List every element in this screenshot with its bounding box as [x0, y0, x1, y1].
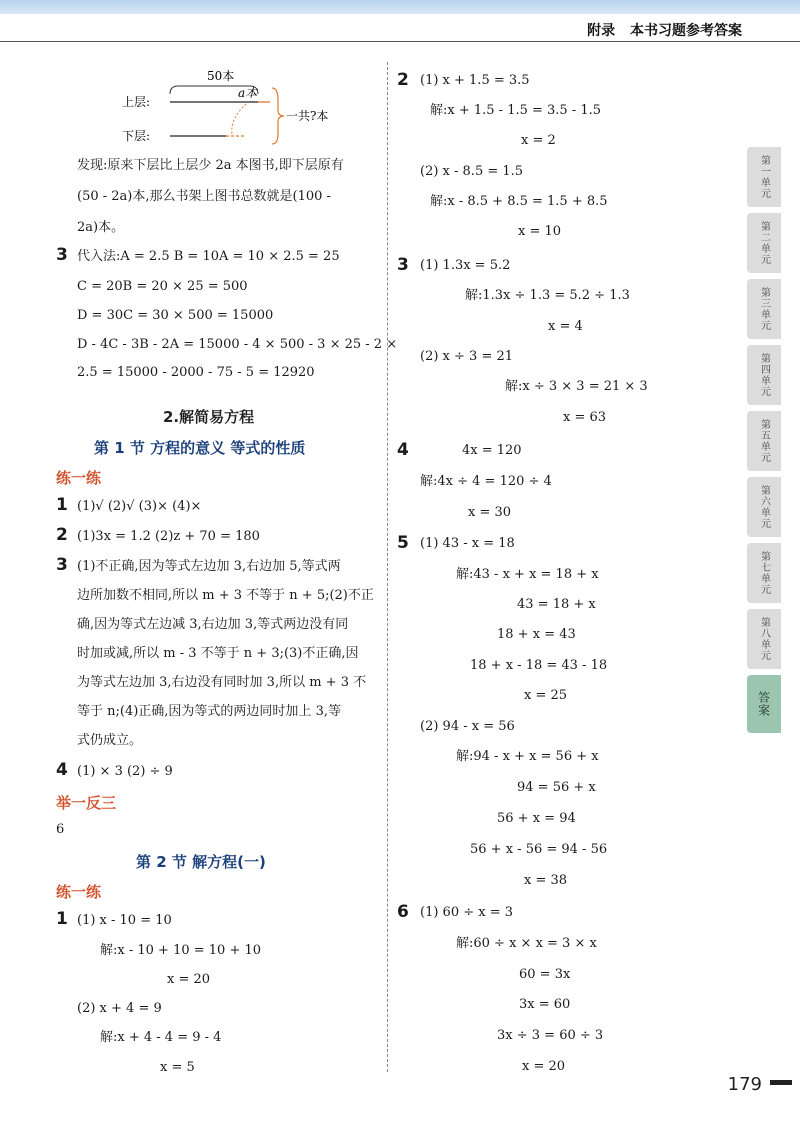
- r-q5-line-10: 56 + x = 94: [497, 811, 576, 826]
- r-q2-line-3: x = 2: [521, 133, 556, 148]
- practice-heading: 练一练: [56, 469, 102, 487]
- r-q5-line-6: x = 25: [524, 688, 568, 703]
- section-2-title: 第 2 节 解方程(一): [136, 853, 266, 871]
- r-q3-line-3: x = 4: [548, 319, 583, 334]
- r-q6-line-3: 60 = 3x: [519, 967, 571, 982]
- discovery-line-3: 2a)本。: [77, 220, 125, 235]
- r-q4-line-2: 解:4x ÷ 4 = 120 ÷ 4: [420, 474, 552, 489]
- r-q5-line-2: 解:43 - x + x = 18 + x: [456, 567, 599, 582]
- practice-heading-2: 练一练: [56, 883, 102, 901]
- question-number: 2: [56, 525, 68, 545]
- r-q3-line-1: (1) 1.3x = 5.2: [420, 258, 511, 273]
- extend-answer: 6: [56, 822, 65, 837]
- q3-line-1: 代入法:A = 2.5 B = 10A = 10 × 2.5 = 25: [77, 249, 340, 264]
- tab-unit-6[interactable]: 第六单元: [747, 477, 781, 537]
- question-number: 1: [56, 495, 68, 515]
- tab-answers[interactable]: 答案: [747, 675, 781, 733]
- question-number: 4: [397, 440, 409, 460]
- r-q5-line-5: 18 + x - 18 = 43 - 18: [470, 658, 608, 673]
- p1-line-1: (1) x - 10 = 10: [77, 913, 172, 928]
- diagram-sum-label: 一共?本: [286, 109, 329, 123]
- r-q4-line-3: x = 30: [468, 505, 512, 520]
- question-number: 6: [397, 902, 409, 922]
- page-number: 179: [727, 1074, 762, 1095]
- r-q2-line-4: (2) x - 8.5 = 1.5: [420, 164, 524, 179]
- page-number-bar: [770, 1080, 792, 1085]
- r-q3-line-6: x = 63: [563, 410, 607, 425]
- column-divider: [387, 62, 389, 1072]
- p1-line-6: x = 5: [160, 1060, 195, 1075]
- r-q5-line-3: 43 = 18 + x: [517, 597, 596, 612]
- section-1-title: 第 1 节 方程的意义 等式的性质: [94, 439, 306, 457]
- question-number: 3: [397, 255, 409, 275]
- extend-heading: 举一反三: [56, 794, 117, 812]
- r-q2-line-1: (1) x + 1.5 = 3.5: [420, 73, 530, 88]
- question-number: 5: [397, 533, 409, 553]
- question-number: 1: [56, 909, 68, 929]
- r-q5-line-7: (2) 94 - x = 56: [420, 719, 515, 734]
- r-q5-line-9: 94 = 56 + x: [517, 780, 596, 795]
- r-q4-line-1: 4x = 120: [462, 443, 522, 458]
- discovery-line-2: (50 - 2a)本,那么书架上图书总数就是(100 -: [77, 189, 331, 204]
- r-q2-line-6: x = 10: [518, 224, 562, 239]
- r-q6-line-5: 3x ÷ 3 = 60 ÷ 3: [497, 1028, 604, 1043]
- r-q3-line-4: (2) x ÷ 3 = 21: [420, 349, 514, 364]
- diagram-lower-label: 下层:: [122, 129, 151, 143]
- r-q3-line-2: 解:1.3x ÷ 1.3 = 5.2 ÷ 1.3: [465, 288, 630, 303]
- r-q5-line-1: (1) 43 - x = 18: [420, 536, 515, 551]
- p1-line-2: 解:x - 10 + 10 = 10 + 10: [100, 943, 262, 958]
- diagram-upper-label: 上层:: [122, 95, 151, 109]
- r-q5-line-11: 56 + x - 56 = 94 - 56: [470, 842, 608, 857]
- tab-unit-8[interactable]: 第八单元: [747, 609, 781, 669]
- q3b-line-2: 边所加数不相同,所以 m + 3 不等于 n + 5;(2)不正: [77, 588, 374, 603]
- page-header: [577, 20, 742, 40]
- q3-line-3: D = 30C = 30 × 500 = 15000: [77, 308, 274, 323]
- tab-unit-2[interactable]: 第二单元: [747, 213, 781, 273]
- q2-answer: (1)3x = 1.2 (2)z + 70 = 180: [77, 529, 260, 544]
- q3b-line-4: 时加或减,所以 m - 3 不等于 n + 3;(3)不正确,因: [77, 646, 359, 661]
- tab-unit-4[interactable]: 第四单元: [747, 345, 781, 405]
- p1-line-3: x = 20: [167, 972, 211, 987]
- question-number: 4: [56, 760, 68, 780]
- q1-answer: (1)√ (2)√ (3)× (4)×: [77, 499, 202, 514]
- chapter-title: 2.解简易方程: [163, 408, 255, 426]
- tab-unit-1[interactable]: 第一单元: [747, 147, 781, 207]
- bookshelf-diagram: [120, 64, 340, 148]
- header-title: 本书习题参考答案: [630, 23, 742, 39]
- diagram-total-label: 50本: [207, 69, 235, 83]
- r-q2-line-2: 解:x + 1.5 - 1.5 = 3.5 - 1.5: [430, 103, 602, 118]
- q3b-line-3: 确,因为等式左边减 3,右边加 3,等式两边没有同: [77, 617, 349, 632]
- r-q5-line-12: x = 38: [524, 873, 568, 888]
- question-number: 3: [56, 245, 68, 265]
- r-q6-line-1: (1) 60 ÷ x = 3: [420, 905, 514, 920]
- p1-line-5: 解:x + 4 - 4 = 9 - 4: [100, 1030, 222, 1045]
- top-color-bar: [0, 0, 800, 14]
- r-q3-line-5: 解:x ÷ 3 × 3 = 21 × 3: [505, 379, 648, 394]
- q3-line-5: 2.5 = 15000 - 2000 - 75 - 5 = 12920: [77, 365, 315, 380]
- question-number: 3: [56, 555, 68, 575]
- q3-line-2: C = 20B = 20 × 25 = 500: [77, 279, 248, 294]
- tab-unit-7[interactable]: 第七单元: [747, 543, 781, 603]
- question-number: 2: [397, 70, 409, 90]
- q3b-line-6: 等于 n;(4)正确,因为等式的两边同时加上 3,等: [77, 704, 341, 719]
- tab-unit-5[interactable]: 第五单元: [747, 411, 781, 471]
- q4-answer: (1) × 3 (2) ÷ 9: [77, 764, 173, 779]
- r-q5-line-4: 18 + x = 43: [497, 627, 576, 642]
- q3b-line-5: 为等式左边加 3,右边没有同时加 3,所以 m + 3 不: [77, 675, 367, 690]
- q3b-line-7: 式仍成立。: [77, 733, 143, 748]
- diagram-var-label: a本: [238, 86, 258, 100]
- q3-line-4: D - 4C - 3B - 2A = 15000 - 4 × 500 - 3 × 25 - 2 ×: [77, 337, 398, 352]
- q3b-line-1: (1)不正确,因为等式左边加 3,右边加 5,等式两: [77, 559, 341, 574]
- header-rule: [0, 41, 800, 42]
- header-section: 附录: [587, 23, 616, 39]
- tab-unit-3[interactable]: 第三单元: [747, 279, 781, 339]
- r-q6-line-6: x = 20: [522, 1059, 566, 1074]
- r-q6-line-2: 解:60 ÷ x × x = 3 × x: [456, 936, 597, 951]
- discovery-line-1: 发现:原来下层比上层少 2a 本图书,即下层原有: [77, 158, 344, 173]
- r-q6-line-4: 3x = 60: [519, 997, 571, 1012]
- p1-line-4: (2) x + 4 = 9: [77, 1001, 162, 1016]
- r-q2-line-5: 解:x - 8.5 + 8.5 = 1.5 + 8.5: [430, 194, 608, 209]
- r-q5-line-8: 解:94 - x + x = 56 + x: [456, 749, 599, 764]
